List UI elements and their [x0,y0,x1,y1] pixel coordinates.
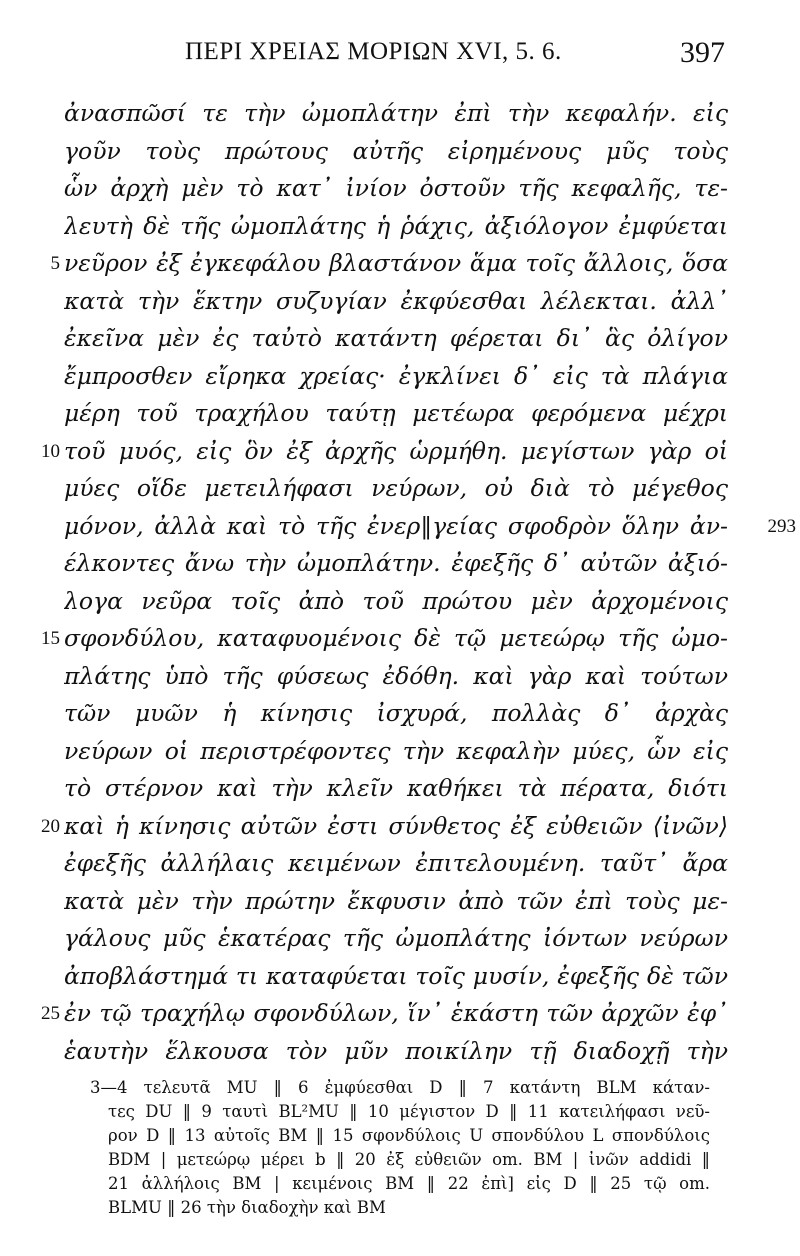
text-line [48,508,796,546]
line-text: γάλους μῦς ἑκατέρας τῆς ὠμοπλάτης ἰόντων νεύρων [64,924,728,952]
text-line [48,358,728,396]
line-text: τῶν μυῶν ἡ κίνησις ἰσχυρά, πολλὰς δ᾽ ἀρχὰς [64,699,728,727]
line-text: κατὰ τὴν ἕκτην συζυγίαν ἐκφύεσθαι λέλεκται. ἀλλ᾽ [64,286,728,315]
text-line [48,170,728,208]
line-text: τὸ στέρνον καὶ τὴν κλεῖν καθήκει τὰ πέρατα, διότι [64,774,728,802]
text-line [41,433,728,471]
line-number: 15 [41,628,60,649]
text-line [48,320,728,358]
line-text: ἐκεῖνα μὲν ἐς ταὐτὸ κατάντη φέρεται δι᾽ ἃς ὀλίγον [64,324,728,352]
line-text: ἐν τῷ τραχήλῳ σφονδύλων, ἵν᾽ ἑκάστη τῶν ἀρχῶν ἐφ᾽ [64,999,728,1027]
text-line [48,883,728,921]
text-line [48,395,728,433]
line-text: μύες οἵδε μετειλήφασι νεύρων, οὐ διὰ τὸ μέγεθος [64,474,728,502]
line-text: έλκοντες ἄνω τὴν ὠμοπλάτην. ἐφεξῆς δ᾽ αὐτῶν ἀξιό- [64,549,728,577]
apparatus-line: 3—4 τελευτᾶ MU ‖ 6 ἐμφύεσθαι D ‖ 7 κατάντη BLM κάταν- [90,1078,710,1097]
line-text: ἀνασπῶσί τε τὴν ὠμοπλάτην ἐπὶ τὴν κεφαλήν. εἰς [64,99,728,127]
line-number: 10 [41,440,60,462]
text-line [48,1033,728,1071]
apparatus-line: ρον D ‖ 13 αὐτοῖς BM ‖ 15 σφονδύλοις U σπονδύλου L σπονδύλοις [108,1126,710,1145]
line-text: γοῦν τοὺς πρώτους αὐτῆς εἰρημένους μῦς τοὺς [64,136,728,165]
line-text: νεύρων οἱ περιστρέφοντες τὴν κεφαλὴν μύες, ὧν εἰς [64,736,728,765]
line-number: 25 [41,1003,60,1024]
main-text [41,95,796,1070]
line-text: κατὰ μὲν τὴν πρώτην ἔκφυσιν ἀπὸ τῶν ἐπὶ τοὺς με- [64,886,728,915]
text-line [48,733,728,771]
line-text: ἐφεξῆς ἀλλήλαις κειμένων ἐπιτελουμένη. ταῦτ᾽ ἄρα [64,849,728,877]
apparatus-line: BDM | μετεώρῳ μέρει b ‖ 20 ἐξ εὐθειῶν om. BM | ἰνῶν addidi ‖ [108,1150,710,1169]
line-text: τοῦ μυός, εἰς ὃν ἐξ ἀρχῆς ὡρμήθη. μεγίστων γὰρ οἱ [64,436,728,465]
line-text: λευτὴ δὲ τῆς ὠμοπλάτης ἡ ῥάχις, ἀξιόλογον ἐμφύεται [64,211,728,240]
text-line [48,95,728,133]
critical-apparatus [90,1076,710,1220]
text-line [48,845,728,883]
text-line [48,283,728,321]
line-number: 5 [50,253,60,274]
text-line [48,133,728,171]
line-text: μόνον, ἀλλὰ καὶ τὸ τῆς ἐνερ‖γείας σφοδρὸν ὅλην ἀν- [64,511,728,540]
text-line [48,920,728,958]
line-text: ἀποβλάστημά τι καταφύεται τοῖς μυσίν, ἐφεξῆς δὲ τῶν [64,961,728,990]
text-line [41,995,728,1033]
line-text: ἑαυτὴν ἕλκουσα τὸν μῦν ποικίλην τῇ διαδοχῇ τὴν [64,1036,728,1065]
running-head: ΠΕΡΙ ΧΡΕΙΑΣ ΜΟΡΙΩΝ XVI, 5. 6. [185,38,562,65]
text-line [48,545,728,583]
line-text: νεῦρον ἐξ ἐγκεφάλου βλαστάνον ἅμα τοῖς ἄλλοις, ὅσα [64,249,728,277]
text-line [41,808,728,846]
apparatus-line: τες DU ‖ 9 ταυτὶ BL²MU ‖ 10 μέγιστον D ‖ 11 κατειλήφασι νεῦ- [108,1102,710,1121]
text-line [41,620,728,658]
text-line [48,245,728,283]
line-text: πλάτης ὑπὸ τῆς φύσεως ἐδόθη. καὶ γὰρ καὶ τούτων [64,661,728,690]
text-line [48,470,728,508]
page-number: 397 [680,36,725,69]
text-line [48,658,728,696]
page-header [185,38,725,78]
apparatus-line: BLMU ‖ 26 τὴν διαδοχὴν καὶ BM [108,1198,386,1217]
text-line [48,583,728,621]
line-text: μέρη τοῦ τραχήλου ταύτῃ μετέωρα φερόμενα μέχρι [64,399,728,427]
line-text: καὶ ἡ κίνησις αὐτῶν ἐστι σύνθετος ἐξ εὐθειῶν ⟨ἰνῶν⟩ [64,811,728,840]
line-text: ἔμπροσθεν εἴρηκα χρείας· ἐγκλίνει δ᾽ εἰς τὰ πλάγια [64,361,728,390]
text-line [48,770,728,808]
margin-page-reference: 293 [767,515,796,537]
text-line [48,208,728,246]
line-text: ὧν ἀρχὴ μὲν τὸ κατ᾽ ἰνίον ὀστοῦν τῆς κεφαλῆς, τε- [64,174,728,202]
line-text: λογα νεῦρα τοῖς ἀπὸ τοῦ πρώτου μὲν ἀρχομένοις [64,586,728,615]
line-text: σφονδύλου, καταφυομένοις δὲ τῷ μετεώρῳ τῆς ὠμο- [64,624,728,652]
text-line [48,958,728,996]
text-line [48,695,728,733]
apparatus-line: 21 ἀλλήλοις BM | κειμένοις BM ‖ 22 ἐπὶ] εἰς D ‖ 25 τῷ om. [108,1174,710,1193]
line-number: 20 [41,815,60,837]
